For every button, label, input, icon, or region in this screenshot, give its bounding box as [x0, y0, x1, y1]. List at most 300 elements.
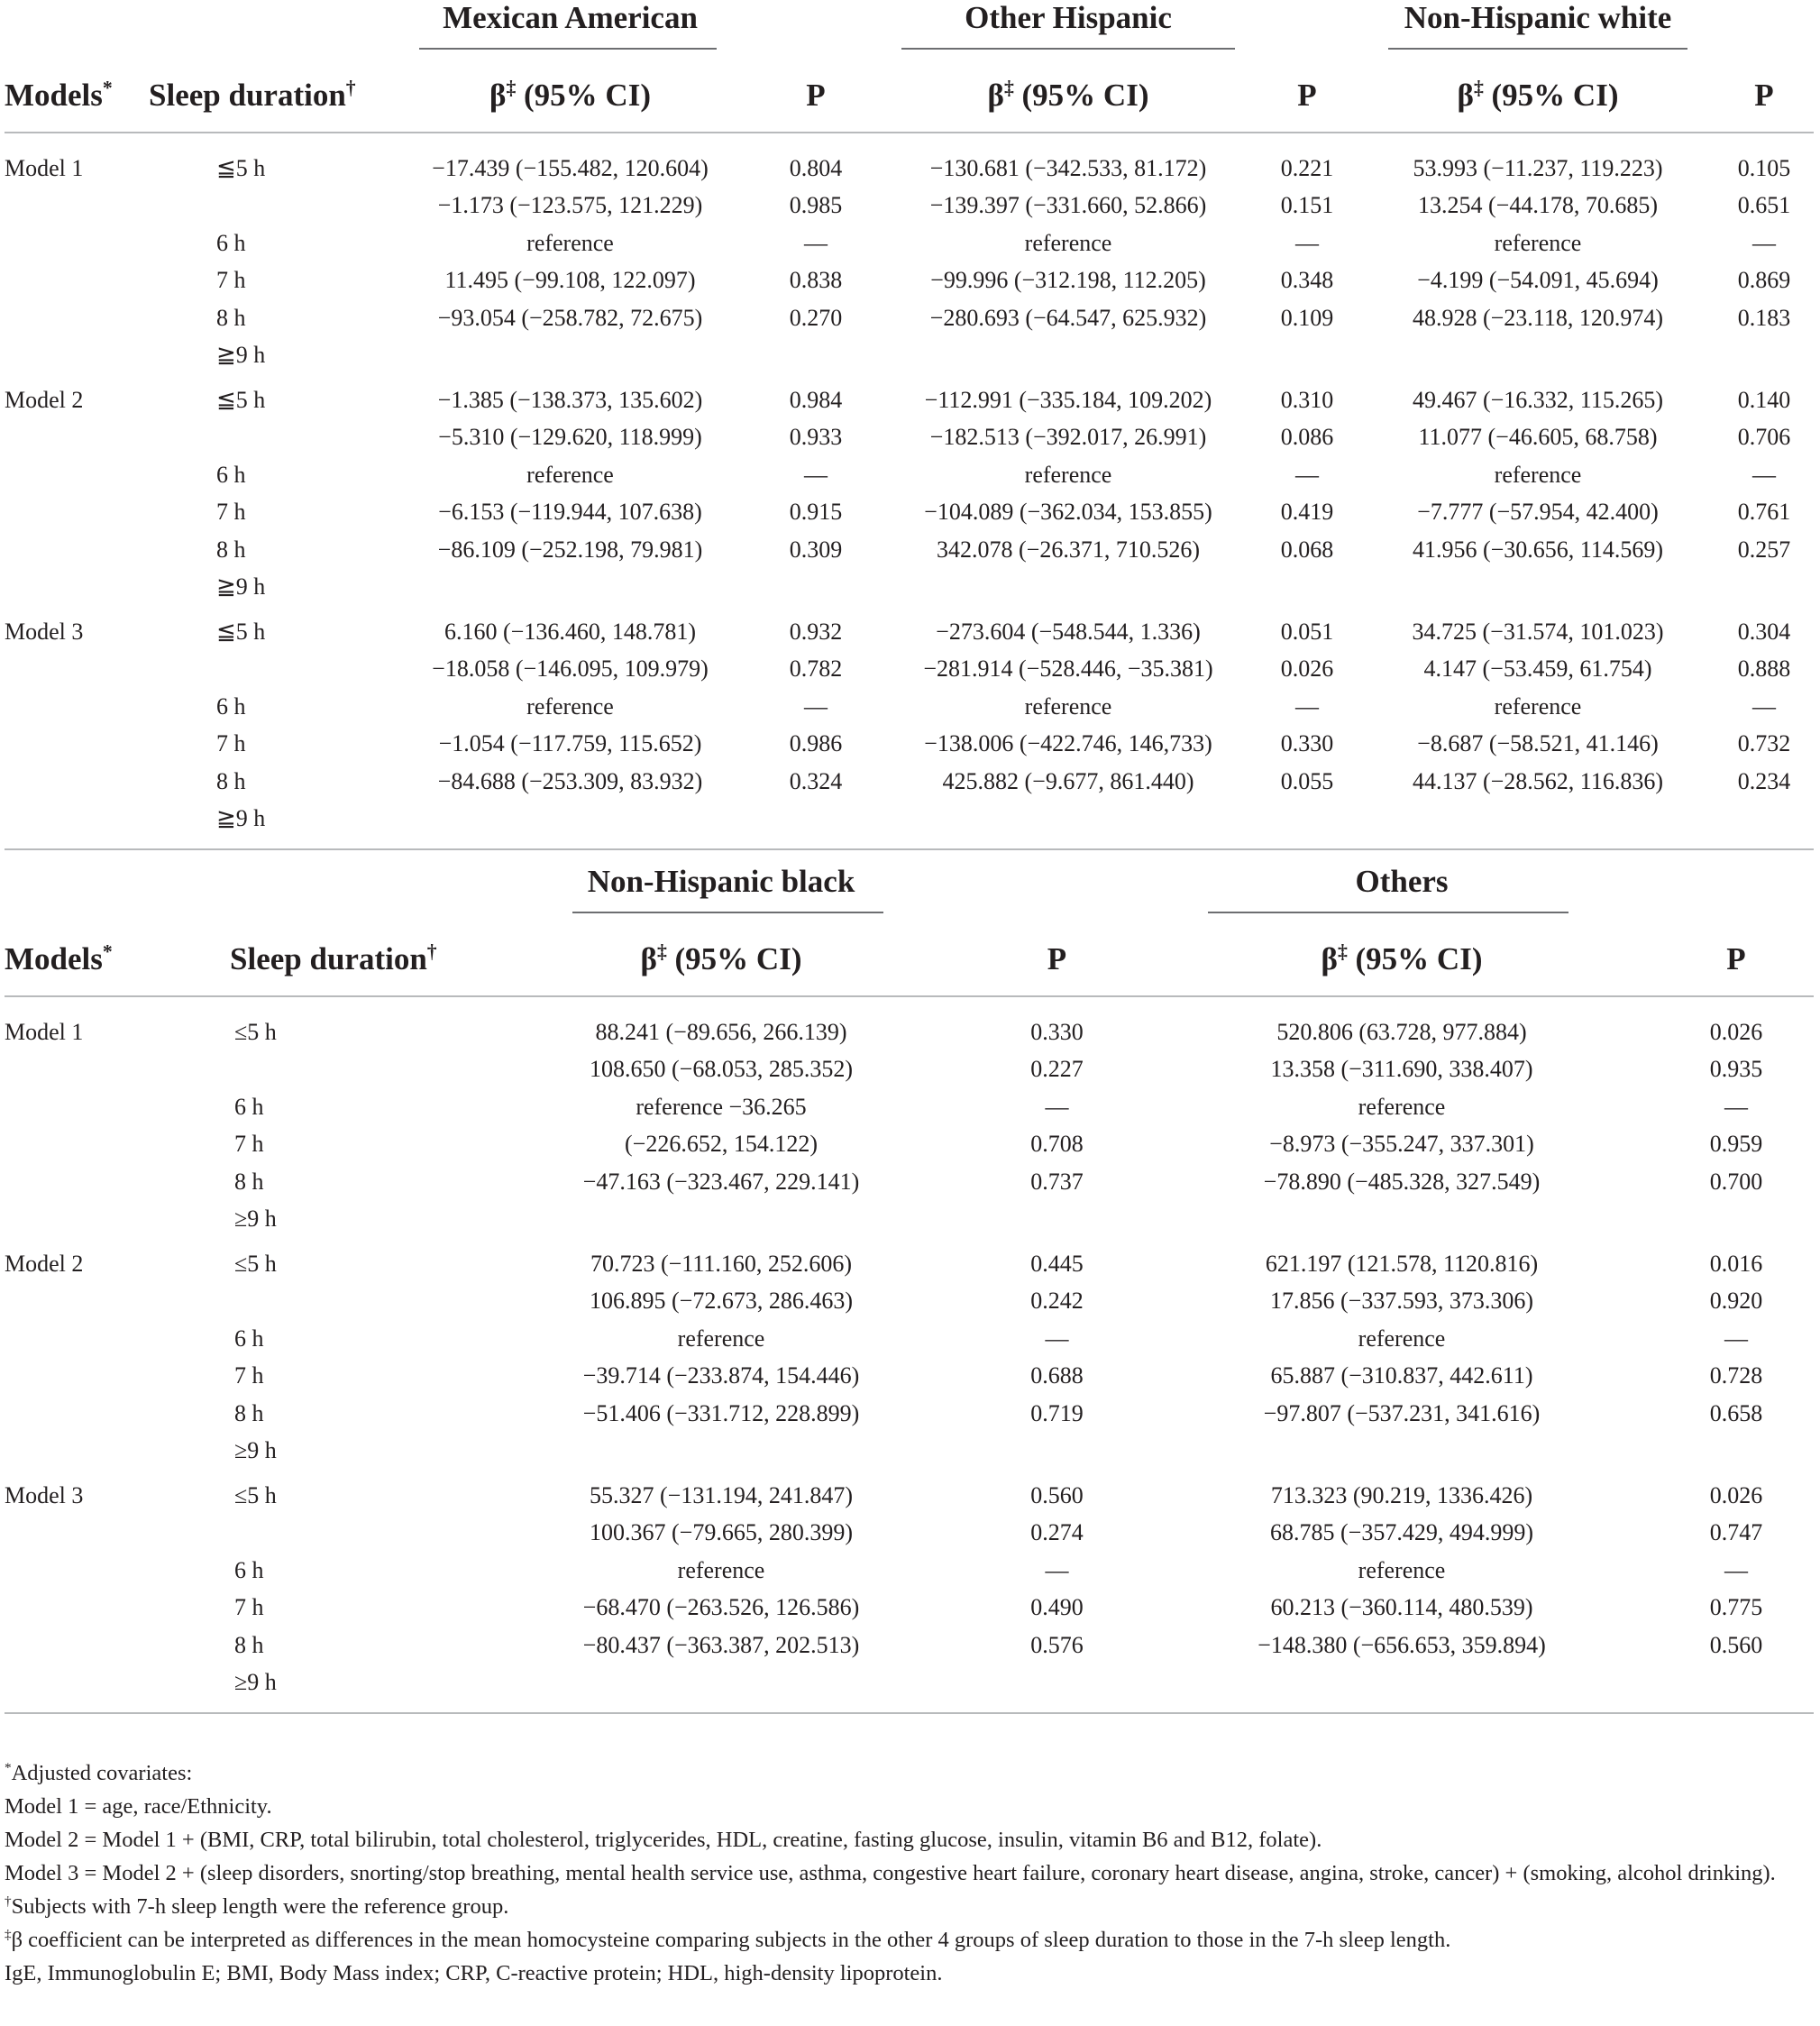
p-value-cell: 0.026	[1280, 655, 1334, 683]
p-value-cell: 0.560	[1030, 1481, 1084, 1508]
table-row	[5, 1088, 1814, 1126]
beta-ci-cell: 70.723 (−111.160, 252.606)	[590, 1250, 853, 1277]
table-row	[5, 374, 1814, 419]
p-header: P	[1659, 923, 1814, 996]
p-value-cell: 0.105	[1737, 154, 1791, 181]
beta-header: β‡ (95% CI)	[392, 60, 748, 133]
beta-ci-cell: −51.406 (−331.712, 228.899)	[582, 1399, 860, 1426]
model-cell	[5, 1283, 230, 1321]
footnote-reference-group: †Subjects with 7-h sleep length were the reference group.	[5, 1893, 509, 1919]
beta-ci-cell	[1361, 801, 1715, 839]
p-value-cell: 0.959	[1709, 1131, 1763, 1158]
beta-ci-cell: −8.973 (−355.247, 337.301)	[1269, 1131, 1534, 1158]
sleep-duration-cell: ≧9 h	[216, 573, 266, 600]
sleep-duration-cell: 7 h	[216, 267, 246, 294]
table-row	[5, 1590, 1814, 1627]
p-value-cell: 0.016	[1709, 1250, 1763, 1277]
beta-ci-cell: 41.956 (−30.656, 114.569)	[1412, 536, 1663, 563]
beta-ci-cell: 13.254 (−44.178, 70.685)	[1418, 192, 1658, 219]
footnote-model-2: Model 2 = Model 1 + (BMI, CRP, total bilirubin, total cholesterol, triglycerides, HDL, creatine, fasting glucose, insulin, vitamin B6 and B12, folate).	[5, 1828, 1322, 1852]
table-row	[5, 801, 1814, 839]
beta-ci-cell: reference	[1494, 461, 1582, 488]
p-value-cell: 0.055	[1280, 767, 1334, 794]
beta-ci-cell: −5.310 (−129.620, 118.999)	[438, 424, 702, 451]
beta-ci-cell	[473, 1433, 969, 1471]
p-value-cell: 0.330	[1280, 730, 1334, 757]
p-value-cell: —	[1724, 1556, 1748, 1583]
model-cell	[5, 569, 149, 607]
table-row	[5, 531, 1814, 569]
table-row	[5, 419, 1814, 457]
sleep-duration-cell: ≥9 h	[234, 1206, 277, 1233]
table-row	[5, 456, 1814, 494]
sleep-duration-cell: 8 h	[216, 767, 246, 794]
beta-header: β‡ (95% CI)	[883, 60, 1253, 133]
p-value-cell: 0.151	[1280, 192, 1334, 219]
table-row	[5, 606, 1814, 651]
p-value-cell: 0.086	[1280, 424, 1334, 451]
sleep-duration-cell: ≧9 h	[216, 342, 266, 369]
table-row	[5, 1433, 1814, 1471]
model-cell: Model 3	[5, 1481, 84, 1508]
sleep-duration-cell: ≥9 h	[234, 1437, 277, 1464]
beta-ci-cell: −139.397 (−331.660, 52.866)	[929, 192, 1207, 219]
table-row	[5, 1664, 1814, 1702]
p-value-cell: —	[804, 461, 828, 488]
p-value-cell: 0.109	[1280, 304, 1334, 331]
sleep-duration-cell: 7 h	[234, 1362, 264, 1389]
beta-ci-cell	[392, 801, 748, 839]
beta-ci-cell: 11.077 (−46.605, 68.758)	[1418, 424, 1658, 451]
beta-ci-cell	[392, 569, 748, 607]
bottom-results-table	[5, 864, 1814, 1714]
table-row	[5, 1395, 1814, 1433]
group-header-other-hispanic: Other Hispanic	[965, 0, 1172, 35]
beta-ci-cell: 17.856 (−337.593, 373.306)	[1270, 1288, 1533, 1315]
p-value-cell: 0.915	[789, 499, 843, 526]
table-footnotes	[5, 1756, 1816, 1990]
model-cell	[5, 531, 149, 569]
beta-ci-cell: 425.882 (−9.677, 861.440)	[942, 767, 1194, 794]
p-value-cell: 0.804	[789, 154, 843, 181]
model-cell	[5, 688, 149, 726]
model-cell	[5, 1320, 230, 1358]
beta-ci-cell: reference	[677, 1556, 765, 1583]
beta-ci-cell: 55.327 (−131.194, 241.847)	[590, 1481, 853, 1508]
sleep-duration-cell: 6 h	[216, 229, 246, 256]
beta-ci-cell: −99.996 (−312.198, 112.205)	[930, 267, 1206, 294]
p-value-cell: —	[1752, 461, 1776, 488]
sleep-duration-cell: ≧9 h	[216, 805, 266, 832]
model-cell	[5, 456, 149, 494]
beta-ci-cell: −86.109 (−252.198, 79.981)	[437, 536, 703, 563]
p-value-cell: 0.985	[789, 192, 843, 219]
beta-ci-cell: 88.241 (−89.656, 266.139)	[595, 1018, 847, 1045]
beta-ci-cell	[1145, 1433, 1659, 1471]
model-cell	[5, 1088, 230, 1126]
sleep-duration-cell	[230, 1283, 473, 1321]
p-header: P	[969, 923, 1145, 996]
beta-ci-cell: 65.887 (−310.837, 442.611)	[1270, 1362, 1533, 1389]
p-value-cell: 0.330	[1030, 1018, 1084, 1045]
model-cell	[5, 1051, 230, 1089]
sleep-duration-cell: ≤5 h	[234, 1018, 277, 1045]
sleep-duration-cell	[149, 651, 392, 689]
p-value-cell	[1253, 337, 1361, 375]
p-header: P	[1253, 60, 1361, 133]
model-cell	[5, 1433, 230, 1471]
group-header-non-hispanic-black: Non-Hispanic black	[587, 864, 855, 899]
p-value-cell: 0.445	[1030, 1250, 1084, 1277]
beta-ci-cell: 48.928 (−23.118, 120.974)	[1412, 304, 1663, 331]
p-value-cell: —	[1724, 1325, 1748, 1352]
p-header: P	[1715, 60, 1814, 133]
model-cell	[5, 1358, 230, 1396]
beta-ci-cell: −281.914 (−528.446, −35.381)	[923, 655, 1213, 683]
table-row	[5, 1283, 1814, 1321]
beta-ci-cell	[1145, 1201, 1659, 1239]
p-value-cell: —	[1724, 1093, 1748, 1120]
beta-ci-cell: −4.199 (−54.091, 45.694)	[1417, 267, 1659, 294]
p-header: P	[748, 60, 883, 133]
sleep-duration-cell: 6 h	[234, 1093, 264, 1120]
p-value-cell: —	[1045, 1325, 1069, 1352]
model-cell	[5, 1590, 230, 1627]
beta-ci-cell: −39.714 (−233.874, 154.446)	[582, 1362, 860, 1389]
p-value-cell: 0.838	[789, 267, 843, 294]
beta-ci-cell: −68.470 (−263.526, 126.586)	[582, 1594, 860, 1621]
model-cell	[5, 1664, 230, 1702]
models-header: Models*	[5, 923, 230, 996]
footnote-model-3: Model 3 = Model 2 + (sleep disorders, snorting/stop breathing, mental health service use, asthma, congestive heart failure, coronary heart disease, angina, stroke, cancer) + (smoking, alcohol drinking).	[5, 1861, 1776, 1885]
sleep-duration-header: Sleep duration†	[230, 923, 473, 996]
sleep-duration-cell: ≤5 h	[234, 1250, 277, 1277]
table-row	[5, 763, 1814, 801]
beta-ci-cell: −1.173 (−123.575, 121.229)	[437, 192, 703, 219]
group-header-non-hispanic-white: Non-Hispanic white	[1404, 0, 1672, 35]
p-value-cell: 0.869	[1737, 267, 1791, 294]
beta-ci-cell: −182.513 (−392.017, 26.991)	[929, 424, 1207, 451]
p-value-cell: 0.986	[789, 730, 843, 757]
beta-ci-cell: −104.089 (−362.034, 153.855)	[924, 499, 1212, 526]
beta-ci-cell: reference	[1494, 229, 1582, 256]
model-cell	[5, 763, 149, 801]
p-value-cell: —	[1045, 1093, 1069, 1120]
table-row	[5, 569, 1814, 607]
beta-header: β‡ (95% CI)	[1361, 60, 1715, 133]
p-value-cell	[1659, 1664, 1814, 1702]
model-cell: Model 1	[5, 1018, 84, 1045]
model-cell: Model 2	[5, 1250, 84, 1277]
p-value-cell: 0.051	[1280, 618, 1334, 645]
model-cell: Model 1	[5, 154, 84, 181]
model-cell	[5, 726, 149, 764]
beta-ci-cell: −7.777 (−57.954, 42.400)	[1417, 499, 1659, 526]
p-value-cell: —	[1752, 229, 1776, 256]
beta-ci-cell: −1.385 (−138.373, 135.602)	[437, 386, 703, 413]
sleep-duration-cell: 8 h	[234, 1168, 264, 1195]
sleep-duration-cell: 6 h	[234, 1325, 264, 1352]
model-cell	[5, 262, 149, 300]
p-value-cell: —	[1752, 692, 1776, 720]
p-value-cell	[969, 1433, 1145, 1471]
sleep-duration-cell: 8 h	[216, 536, 246, 563]
beta-ci-cell: −112.991 (−335.184, 109.202)	[924, 386, 1212, 413]
beta-ci-cell: 520.806 (63.728, 977.884)	[1276, 1018, 1527, 1045]
beta-ci-cell: 108.650 (−68.053, 285.352)	[590, 1056, 853, 1083]
p-value-cell: 0.737	[1030, 1168, 1084, 1195]
beta-ci-cell: reference	[1358, 1325, 1446, 1352]
p-value-cell: 0.140	[1737, 386, 1791, 413]
p-value-cell: 0.728	[1709, 1362, 1763, 1389]
beta-ci-cell: −273.604 (−548.544, 1.336)	[936, 618, 1201, 645]
p-value-cell	[748, 569, 883, 607]
p-value-cell: 0.560	[1709, 1631, 1763, 1658]
beta-ci-cell: 49.467 (−16.332, 115.265)	[1412, 386, 1663, 413]
p-value-cell: 0.348	[1280, 267, 1334, 294]
p-value-cell: 0.242	[1030, 1288, 1084, 1315]
p-value-cell: 0.932	[789, 618, 843, 645]
table-row	[5, 726, 1814, 764]
beta-header: β‡ (95% CI)	[473, 923, 969, 996]
beta-ci-cell: (−226.652, 154.122)	[625, 1131, 818, 1158]
model-cell	[5, 801, 149, 839]
model-cell	[5, 1515, 230, 1553]
table-row	[5, 494, 1814, 532]
group-header-mexican-american: Mexican American	[443, 0, 698, 35]
p-value-cell: 0.775	[1709, 1594, 1763, 1621]
beta-ci-cell	[1145, 1664, 1659, 1702]
table-row	[5, 1515, 1814, 1553]
beta-ci-cell	[473, 1201, 969, 1239]
beta-ci-cell	[392, 337, 748, 375]
p-value-cell: —	[1295, 229, 1319, 256]
footnote-beta-coefficient: ‡β coefficient can be interpreted as differences in the mean homocysteine comparing subjects in the other 4 groups of sleep duration to those in the 7-h sleep length.	[5, 1926, 1451, 1952]
beta-ci-cell: 34.725 (−31.574, 101.023)	[1412, 618, 1664, 645]
sleep-duration-cell	[230, 1051, 473, 1089]
p-value-cell	[969, 1664, 1145, 1702]
model-cell	[5, 1627, 230, 1664]
sleep-duration-cell: 6 h	[216, 461, 246, 488]
beta-ci-cell: 713.323 (90.219, 1336.426)	[1270, 1481, 1533, 1508]
table-row	[5, 1627, 1814, 1664]
sleep-duration-cell	[149, 188, 392, 225]
beta-ci-cell: reference	[526, 461, 614, 488]
beta-ci-cell: reference	[1024, 692, 1112, 720]
beta-ci-cell: −80.437 (−363.387, 202.513)	[582, 1631, 860, 1658]
beta-ci-cell: 13.358 (−311.690, 338.407)	[1270, 1056, 1533, 1083]
p-value-cell: 0.747	[1709, 1519, 1763, 1546]
table-row	[5, 1320, 1814, 1358]
table-row	[5, 1051, 1814, 1089]
model-cell	[5, 299, 149, 337]
sleep-duration-cell: ≦5 h	[216, 386, 266, 413]
model-cell	[5, 1126, 230, 1164]
p-value-cell: 0.935	[1709, 1056, 1763, 1083]
beta-ci-cell: reference	[1024, 229, 1112, 256]
p-value-cell: 0.270	[789, 304, 843, 331]
beta-ci-cell: −148.380 (−656.653, 359.894)	[1258, 1631, 1546, 1658]
beta-ci-cell: −97.807 (−537.231, 341.616)	[1263, 1399, 1541, 1426]
p-value-cell: 0.576	[1030, 1631, 1084, 1658]
sleep-duration-cell: ≦5 h	[216, 618, 266, 645]
p-value-cell: 0.658	[1709, 1399, 1763, 1426]
beta-ci-cell: reference	[1358, 1093, 1446, 1120]
table-row	[5, 1201, 1814, 1239]
beta-ci-cell: 53.993 (−11.237, 119.223)	[1413, 154, 1663, 181]
p-value-cell	[1253, 569, 1361, 607]
models-header: Models*	[5, 60, 149, 133]
beta-ci-cell: reference	[526, 229, 614, 256]
model-cell	[5, 337, 149, 375]
sleep-duration-cell: 7 h	[234, 1131, 264, 1158]
p-value-cell: —	[804, 692, 828, 720]
table-row	[5, 188, 1814, 225]
footnote-covariates: *Adjusted covariates:	[5, 1759, 193, 1785]
p-value-cell: 0.183	[1737, 304, 1791, 331]
p-value-cell	[1659, 1201, 1814, 1239]
beta-ci-cell: reference	[1024, 461, 1112, 488]
p-value-cell: 0.310	[1280, 386, 1334, 413]
beta-ci-cell: 100.367 (−79.665, 280.399)	[590, 1519, 853, 1546]
p-value-cell	[748, 801, 883, 839]
beta-ci-cell: 60.213 (−360.114, 480.539)	[1270, 1594, 1533, 1621]
footnote-model-1: Model 1 = age, race/Ethnicity.	[5, 1794, 272, 1819]
p-value-cell: —	[1295, 461, 1319, 488]
beta-ci-cell: −84.688 (−253.309, 83.932)	[437, 767, 703, 794]
beta-ci-cell	[883, 569, 1253, 607]
p-value-cell	[1253, 801, 1361, 839]
sleep-duration-cell: 7 h	[216, 499, 246, 526]
table-row	[5, 1238, 1814, 1283]
p-value-cell: 0.719	[1030, 1399, 1084, 1426]
table-row	[5, 299, 1814, 337]
table-row	[5, 133, 1814, 188]
p-value-cell: 0.782	[789, 655, 843, 683]
sleep-duration-cell: 8 h	[234, 1399, 264, 1426]
model-cell	[5, 225, 149, 262]
beta-ci-cell: −130.681 (−342.533, 81.172)	[929, 154, 1207, 181]
beta-ci-cell: −17.439 (−155.482, 120.604)	[432, 154, 709, 181]
p-value-cell: 0.274	[1030, 1519, 1084, 1546]
beta-ci-cell	[473, 1664, 969, 1702]
p-value-cell: —	[1295, 692, 1319, 720]
sleep-duration-cell: 7 h	[216, 730, 246, 757]
table-row	[5, 651, 1814, 689]
top-results-table	[5, 0, 1814, 850]
beta-ci-cell: −93.054 (−258.782, 72.675)	[437, 304, 703, 331]
table-row	[5, 1552, 1814, 1590]
model-cell	[5, 1201, 230, 1239]
p-value-cell: 0.888	[1737, 655, 1791, 683]
beta-ci-cell: 44.137 (−28.562, 116.836)	[1412, 767, 1663, 794]
beta-ci-cell: 106.895 (−72.673, 286.463)	[590, 1288, 853, 1315]
beta-ci-cell: 6.160 (−136.460, 148.781)	[444, 618, 696, 645]
table-row	[5, 1126, 1814, 1164]
beta-ci-cell: −8.687 (−58.521, 41.146)	[1417, 730, 1659, 757]
p-value-cell: 0.933	[789, 424, 843, 451]
model-cell	[5, 1552, 230, 1590]
p-value-cell: 0.920	[1709, 1288, 1763, 1315]
p-value-cell	[1715, 801, 1814, 839]
sleep-duration-header: Sleep duration†	[149, 60, 392, 133]
table-row	[5, 225, 1814, 262]
p-value-cell	[1659, 1433, 1814, 1471]
p-value-cell: 0.026	[1709, 1481, 1763, 1508]
table-row	[5, 1163, 1814, 1201]
beta-ci-cell: −1.054 (−117.759, 115.652)	[438, 730, 702, 757]
model-cell	[5, 651, 149, 689]
beta-ci-cell: reference	[526, 692, 614, 720]
p-value-cell	[1715, 337, 1814, 375]
beta-ci-cell: 4.147 (−53.459, 61.754)	[1423, 655, 1652, 683]
p-value-cell: 0.700	[1709, 1168, 1763, 1195]
model-cell	[5, 188, 149, 225]
table-row	[5, 688, 1814, 726]
model-cell	[5, 494, 149, 532]
p-value-cell: 0.221	[1280, 154, 1334, 181]
table-row	[5, 262, 1814, 300]
p-value-cell: 0.309	[789, 536, 843, 563]
table-row	[5, 337, 1814, 375]
sleep-duration-cell	[230, 1515, 473, 1553]
sleep-duration-cell: 8 h	[234, 1631, 264, 1658]
p-value-cell: 0.706	[1737, 424, 1791, 451]
beta-ci-cell: −280.693 (−64.547, 625.932)	[929, 304, 1207, 331]
table-row	[5, 1358, 1814, 1396]
model-cell: Model 2	[5, 386, 84, 413]
group-header-others: Others	[1355, 864, 1449, 899]
beta-ci-cell: −18.058 (−146.095, 109.979)	[432, 655, 709, 683]
beta-ci-cell: −78.890 (−485.328, 327.549)	[1263, 1168, 1541, 1195]
beta-ci-cell: reference −36.265	[636, 1093, 807, 1120]
beta-ci-cell: 342.078 (−26.371, 710.526)	[937, 536, 1200, 563]
beta-ci-cell	[1361, 569, 1715, 607]
beta-ci-cell	[883, 801, 1253, 839]
p-value-cell: 0.234	[1737, 767, 1791, 794]
beta-ci-cell: reference	[1358, 1556, 1446, 1583]
p-value-cell	[748, 337, 883, 375]
beta-ci-cell: −6.153 (−119.944, 107.638)	[438, 499, 702, 526]
p-value-cell: 0.651	[1737, 192, 1791, 219]
table-row	[5, 996, 1814, 1051]
p-value-cell: 0.490	[1030, 1594, 1084, 1621]
p-value-cell: 0.708	[1030, 1131, 1084, 1158]
beta-header: β‡ (95% CI)	[1145, 923, 1659, 996]
sleep-duration-cell: 6 h	[234, 1556, 264, 1583]
beta-ci-cell: 11.495 (−99.108, 122.097)	[444, 267, 696, 294]
p-value-cell: 0.068	[1280, 536, 1334, 563]
sleep-duration-cell	[149, 419, 392, 457]
p-value-cell: —	[804, 229, 828, 256]
p-value-cell: 0.227	[1030, 1056, 1084, 1083]
sleep-duration-cell: ≦5 h	[216, 154, 266, 181]
beta-ci-cell	[883, 337, 1253, 375]
beta-ci-cell: −138.006 (−422.746, 146,733)	[924, 730, 1212, 757]
sleep-duration-cell: 6 h	[216, 692, 246, 720]
p-value-cell: 0.761	[1737, 499, 1791, 526]
model-cell: Model 3	[5, 618, 84, 645]
p-value-cell: 0.984	[789, 386, 843, 413]
sleep-duration-cell: 8 h	[216, 304, 246, 331]
beta-ci-cell: 68.785 (−357.429, 494.999)	[1270, 1519, 1533, 1546]
p-value-cell: 0.688	[1030, 1362, 1084, 1389]
p-value-cell: 0.419	[1280, 499, 1334, 526]
p-value-cell: 0.732	[1737, 730, 1791, 757]
beta-ci-cell: reference	[677, 1325, 765, 1352]
model-cell	[5, 1395, 230, 1433]
table-row	[5, 1470, 1814, 1515]
